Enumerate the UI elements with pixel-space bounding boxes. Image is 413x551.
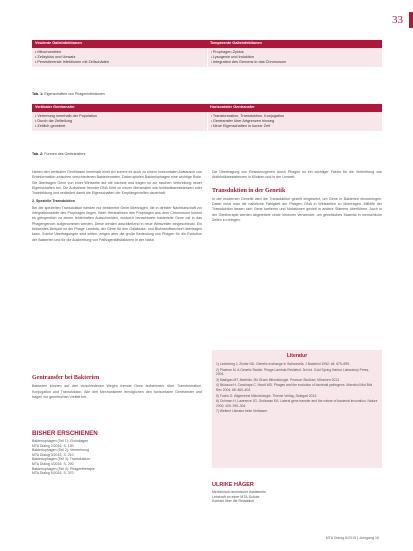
author-line: Kontakt über die Redaktion [212,499,255,504]
table-gene-transfer [32,104,382,131]
reference-item: 5) Fuchs G. Allgemeine Mikrobiologie. Thieme Verlag, Stuttgart 2014. [216,393,318,398]
table-header-right: Temperente Galleinfektionen [210,41,262,45]
series-item: MTA Dialog 2/2015, S. 130 [32,443,74,448]
reference-item: 1) Lederberg J, Zinder ND. Genetic exchange in Salmonella. J Bacteriol 1952; 64: 679–699. [216,362,350,366]
author-box [212,482,382,504]
body-paragraph: Bei der speziellen Transduktion werden nur bestimmte Gene übertragen, die in direkter Nachbarschaft zur Integrationsstelle des Prophagen liegen. Beim Herauslösen des Prophagen aus dem Chromosom kommt es gelegentlich zu einem fehlerhaften Ausschneiden, wodurch benachbarte bakterielle Gene mit in das Phagengenom aufgenommen werden. Diese werden anschließend in neue Wirtszellen eingeschleust. Ein bekanntes Beispiel ist der Phage Lambda, der Gene für den Galaktose- und Biotinstoffwechsel übertragen kann. Solche Übertragungen sind selten, zeigen aber die große Bedeutung von Phagen für die Evolution der Bakterien und für die Ausbreitung von Pathogenitätsfaktoren in der Natur. [32,205,202,242]
series-item: Bakteriophagen (Teil 2): Vermehrung [32,448,90,453]
author-name: ULRIKE HÄGER [212,482,254,488]
caption-text: Formen des Gentransfers [44,152,86,156]
left-column [32,170,202,246]
table-body [32,48,382,67]
table-cell: • Lysogenie und Induktion [210,55,254,59]
section-title: Transduktion in der Genetik [212,187,286,194]
table-cell: • Persistierende Infektionen mit Zellschäden [35,60,109,64]
series-item: Bakteriophagen (Teil 4): Phagentherapie [32,466,95,471]
table-header-right: Horizontaler Gentransfer [210,105,255,109]
series-item: MTA Dialog 3/2015, S. 210 [32,452,74,457]
reference-item: 6) Ochman H, Lawrence JG, Groisman EA. Lateral gene transfer and the nature of bacterial innovation. Nature 2000; 405: 299–304. [216,399,378,408]
table-cell: • Gentransfer über Artgrenzen hinweg [210,119,275,123]
table-cell: • Vererbung innerhalb der Population [35,114,98,118]
references-box [212,350,382,468]
series-item: Bakteriophagen (Teil 3): Transduktion [32,457,90,462]
intro-paragraph: Die Übertragung von Resistenzgenen durch Phagen ist ein wichtiger Faktor für die Verbreitung von Antibiotikaresistenzen in Kliniken und in der Umwelt. [212,170,382,180]
caption-label: Tab. 1: [32,92,44,96]
table-cell: • Zeitlich geordnet [35,124,66,128]
page-number: 33 [392,14,403,26]
intro-paragraph: Neben den vertikalen Genflüssen innerhalb einer Art kommt es auch zu einem horizontalen Austausch von Erbinformation zwischen verschiedenen Bakterienarten. Dabei spielen Bakteriophagen eine wichtige Rolle. Sie übertragen Gene von einer Wirtszelle auf die nächste und tragen so zur raschen Verbreitung neuer Eigenschaften bei. Die Aufnahme fremder DNA führt zu neuen Merkmalen wie Antibiotikaresistenzen oder Toxinbildung und verändert damit die Eigenschaften der Empfängerzellen dauerhaft. [32,170,202,196]
table-col-right [207,48,383,67]
table-body [32,112,382,131]
series-title: BISHER ERSCHIENEN [32,430,98,437]
references-list [216,362,378,414]
table-cell: • Zellzyklus und Umsatz [35,55,76,59]
references-title: Literatur [286,353,308,359]
series-item: MTA Dialog 5/2015, S. 370 [32,471,74,476]
series-list [32,439,202,476]
section-paragraph: Bakterien können auf drei verschiedenen Wegen fremde Gene aufnehmen: über Transformation, Konjugation und Transduktion. Alle drei Mechanismen ermöglichen den horizontalen Gentransfer und tragen zur genetischen Vielfalt bei. [32,384,202,399]
section-title: Gentransfer bei Bakterien [32,375,100,381]
series-item: Bakteriophagen (Teil 1): Grundlagen [32,439,89,443]
reference-item: 3) Madigan MT, Martinko JM. Brock Mikrobiologie. Pearson Studium, München 2013. [216,377,340,382]
table-header-left: Virulente Galleinfektionen [35,41,82,45]
author-line: Lehrkraft an einer MTA-Schule [212,494,260,499]
table-cell: • Transformation, Transduktion, Konjugation [210,114,285,118]
table-header [32,40,382,48]
table-caption [32,92,105,96]
caption-label: Tab. 2: [32,152,44,156]
table-col-left [32,48,207,67]
subheading: 2. Spezielle Transduktion [32,199,75,204]
table-cell: • Integration des Genoms in das Chromosom [210,60,287,64]
table-header-left: Vertikaler Gentransfer [35,105,75,109]
table-col-right [207,112,383,131]
author-line: Medizinisch-technische Assistentin [212,490,266,494]
reference-item: 7) Weitere Literatur beim Verfasser. [216,409,268,414]
right-column [212,170,382,226]
table-cell: • Prophagen-Zyklus [210,50,244,54]
table-cell: • Neue Eigenschaften in kurzer Zeit [210,124,271,128]
page-footer: MTA Dialog 6/2015 | Jahrgang 16 [325,536,379,540]
table-phage-infections [32,40,382,67]
table-header [32,104,382,112]
table-cell: • Durch die Zellteilung [35,119,72,123]
table-cell: • Mitochondrien [35,50,62,54]
left-section-gene-transfer [32,376,202,403]
table-col-left [32,112,207,131]
table-caption [32,152,85,156]
caption-text: Eigenschaften von Phageninfektionen [44,92,105,96]
reference-item: 4) Brüssow H, Canchaya C, Hardt WD. Phages and the evolution of bacterial pathogens. Microbiol Mol Biol Rev 2004; 68: 560–602. [216,383,373,392]
series-item: MTA Dialog 4/2015, S. 290 [32,461,74,466]
series-box [32,430,202,476]
section-paragraph: In der modernen Genetik wird die Transduktion gezielt eingesetzt, um Gene in Bakterien einzubringen. Dabei nutzt man die natürliche Fähigkeit der Phagen, DNA in Wirtszellen zu übertragen. Mithilfe der Transduktion lassen sich Gene kartieren und Mutationen gezielt in andere Stämme überführen. Auch in der Gentherapie werden abgeleitete virale Vektoren verwendet, um genetisches Material in menschliche Zellen zu bringen. [212,196,382,223]
reference-item: 2) Ptashne M. A Genetic Switch: Phage Lambda Revisited. 3rd ed. Cold Spring Harbor Laboratory Press, 2004. [216,367,370,377]
